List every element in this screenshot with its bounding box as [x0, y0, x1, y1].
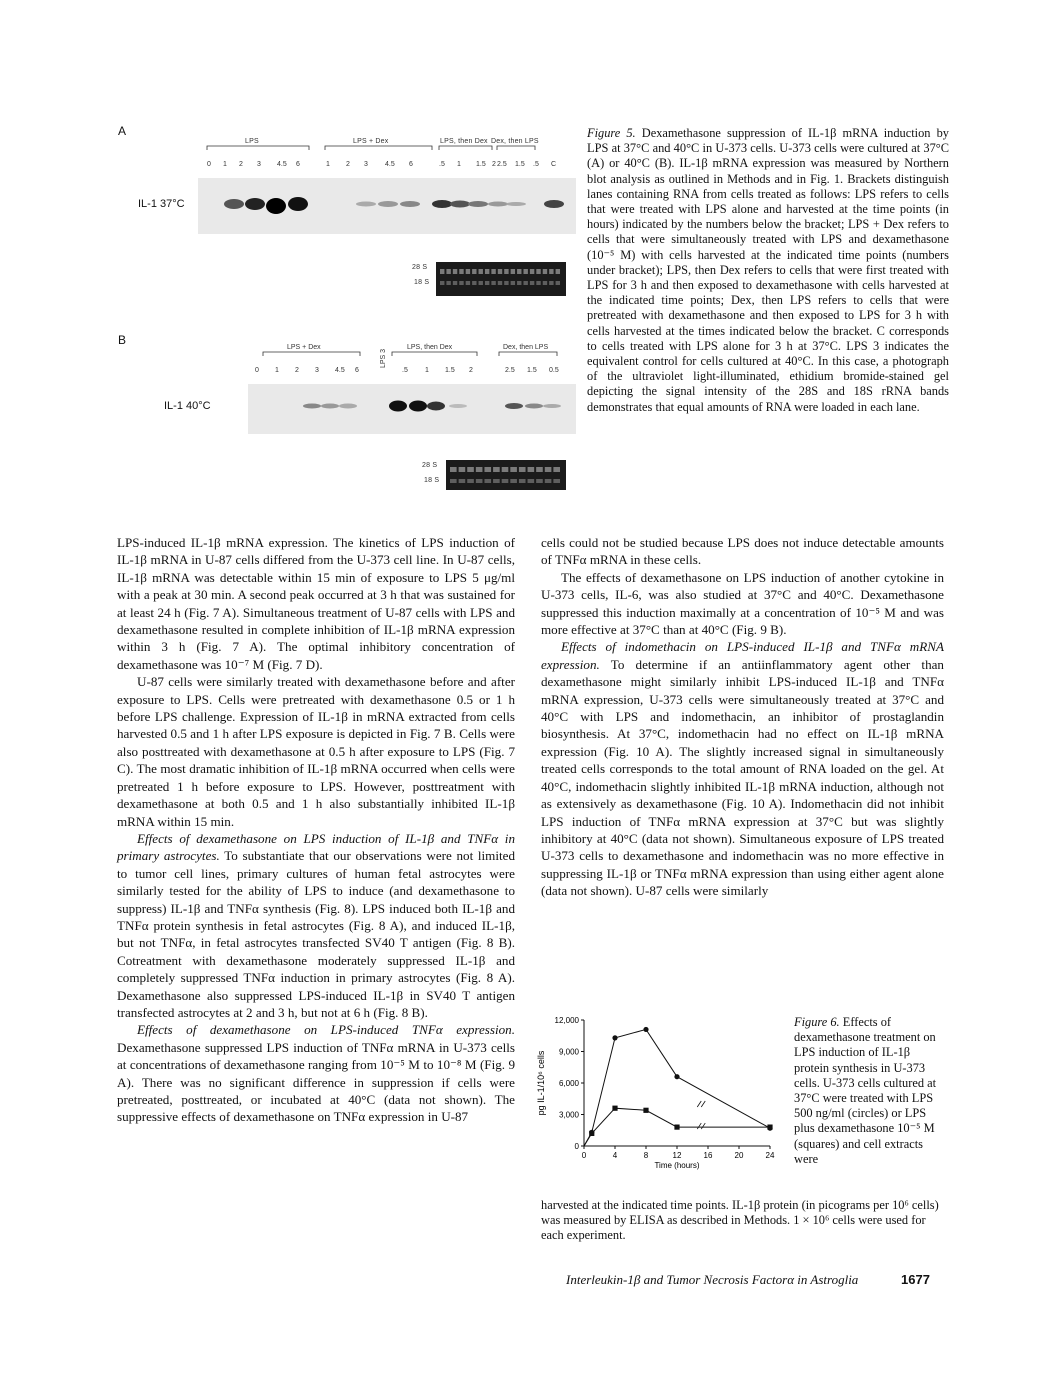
- lane-label-a: 6: [296, 161, 300, 168]
- blot-band: [245, 198, 265, 210]
- gel-band-18s: [484, 479, 491, 483]
- gel-band-28s: [543, 269, 547, 274]
- section-heading-primary-astrocytes: Effects of dexamethasone on LPS induction of IL-1β and TNFα in primary astrocytes.: [117, 830, 515, 864]
- panel-a-letter: A: [118, 124, 127, 138]
- blot-band: [321, 404, 339, 409]
- figure-6-chart: [530, 1008, 782, 1198]
- right-body-column: [541, 534, 944, 900]
- y-tick-label: 0: [574, 1142, 579, 1151]
- rrna-gel-photo-b: [446, 460, 566, 490]
- panel-b-letter: B: [118, 333, 127, 347]
- gel-band-18s: [446, 281, 450, 285]
- axis-break-mark: [697, 1101, 705, 1107]
- gel-band-28s: [485, 269, 489, 274]
- y-tick-label: 3,000: [558, 1110, 579, 1120]
- gel-band-28s: [467, 467, 474, 472]
- data-point-square: [767, 1125, 772, 1130]
- data-point-circle: [674, 1074, 679, 1079]
- blot-band: [488, 202, 508, 207]
- blot-band: [356, 202, 376, 207]
- gel-band-28s: [556, 269, 560, 274]
- gel-band-28s: [517, 269, 521, 274]
- gel-band-18s: [545, 479, 552, 483]
- x-tick-label: 4: [612, 1151, 618, 1160]
- gel-band-18s: [467, 479, 474, 483]
- panel-b-bracket-labels: [245, 340, 575, 380]
- gel-band-28s: [450, 467, 457, 472]
- running-title: [566, 1272, 858, 1288]
- gel-band-18s: [502, 479, 509, 483]
- lane-label-a: C: [551, 161, 557, 168]
- group-label-lps3-b: LPS 3: [380, 348, 387, 368]
- gel-band-28s: [553, 467, 560, 472]
- data-point-circle: [643, 1027, 648, 1032]
- lane-label-b: 0: [255, 367, 259, 374]
- gel-band-28s: [502, 467, 509, 472]
- lane-label-b: 1: [275, 367, 279, 374]
- gel-band-18s: [504, 281, 508, 285]
- gel-band-28s: [466, 269, 470, 274]
- lane-label-b: 1.5: [445, 367, 455, 374]
- group-label-lps: LPS: [245, 138, 259, 145]
- blot-band: [468, 201, 488, 207]
- gel-band-28s: [545, 467, 552, 472]
- section-heading-indomethacin: Effects of indomethacin on LPS-induced IL-1β and TNFα mRNA expression.: [541, 639, 944, 672]
- gel-band-28s: [484, 467, 491, 472]
- figure-6-caption-narrow: [794, 1015, 942, 1167]
- lane-label-a: .5: [533, 161, 539, 168]
- gel-band-28s: [510, 467, 517, 472]
- figure-5-caption-title: Figure 5.: [587, 126, 636, 140]
- gel-band-28s: [472, 269, 476, 274]
- gel-band-18s: [528, 479, 535, 483]
- gel-band-18s: [498, 281, 502, 285]
- blot-band: [409, 401, 427, 412]
- lane-label-b: 2: [469, 367, 473, 374]
- gel-band-28s: [549, 269, 553, 274]
- gel-band-28s: [511, 269, 515, 274]
- gel-band-18s: [549, 281, 553, 285]
- lane-label-b: 6: [355, 367, 359, 374]
- gel-band-28s: [453, 269, 457, 274]
- lane-label-a: 3: [364, 161, 368, 168]
- gel-band-18s: [479, 281, 483, 285]
- group-label-dex-then-lps: Dex, then LPS: [491, 138, 539, 145]
- gel-band-28s: [459, 269, 463, 274]
- blot-band: [544, 200, 564, 208]
- data-point-square: [612, 1106, 617, 1111]
- lane-label-a: 1: [223, 161, 227, 168]
- blot-band: [266, 198, 286, 214]
- blot-band: [506, 202, 526, 206]
- lane-label-b: 0.5: [549, 367, 559, 374]
- left-paragraph-4: [117, 1021, 515, 1125]
- lane-label-b: .5: [402, 367, 408, 374]
- gel-band-28s: [446, 269, 450, 274]
- left-paragraph-1: LPS-induced IL-1β mRNA expression. The kinetics of LPS induction of IL-1β mRNA in U-87 cells differed from the U-373 cell line. In U-87 cells, IL-1β mRNA was detectable within 15 min of exposure to LPS 5 μg/ml with a peak at 30 min. A second peak occurred at 3 h that was sustained for at least 24 h (Fig. 7 A). Simultaneous treatment of U-87 cells with LPS and dexamethasone resulted in complete inhibition of IL-1β mRNA expression within 3 h (Fig. 7 A). The optimal inhibitory concentration of dexamethasone was 10⁻⁷ M (Fig. 7 D).: [117, 535, 515, 672]
- gel-band-18s: [511, 281, 515, 285]
- figure-6-caption-title: Figure 6.: [794, 1015, 840, 1029]
- rrna-18s-label-b: 18 S: [424, 477, 440, 484]
- blot-band: [389, 401, 407, 412]
- lane-label-b: 4.5: [335, 367, 345, 374]
- bracket-dex-then-lps-b: [499, 352, 557, 356]
- lane-label-a: 4.5: [385, 161, 395, 168]
- rrna-28s-label-a: 28 S: [412, 264, 428, 271]
- bracket-lps: [207, 146, 309, 150]
- panel-a-bracket-labels: [195, 134, 575, 176]
- left-body-column: [117, 534, 515, 1126]
- rrna-gel-photo-a: [436, 262, 566, 296]
- lane-label-a: .5: [439, 161, 445, 168]
- gel-band-18s: [543, 281, 547, 285]
- gel-band-18s: [536, 479, 543, 483]
- gel-band-18s: [517, 281, 521, 285]
- lane-label-b: 3: [315, 367, 319, 374]
- gel-band-18s: [466, 281, 470, 285]
- left-paragraph-3: [117, 830, 515, 1021]
- gel-band-18s: [519, 479, 526, 483]
- bracket-lps-then-dex: [439, 146, 492, 150]
- lane-label-a: 1: [457, 161, 461, 168]
- y-tick-label: 6,000: [558, 1079, 579, 1088]
- gel-band-18s: [459, 281, 463, 285]
- rrna-28s-label-b: 28 S: [422, 462, 438, 469]
- lane-label-a: 6: [409, 161, 413, 168]
- gel-band-18s: [491, 281, 495, 285]
- lane-label-b: 2.5: [505, 367, 515, 374]
- northern-blot-40c: [248, 384, 576, 434]
- gel-band-28s: [519, 467, 526, 472]
- gel-band-18s: [476, 479, 483, 483]
- lane-label-a: 2: [239, 161, 243, 168]
- lane-label-b: 2: [295, 367, 299, 374]
- bracket-lps-then-dex-b: [392, 352, 477, 356]
- gel-band-18s: [523, 281, 527, 285]
- gel-band-18s: [453, 281, 457, 285]
- blot-band: [400, 201, 420, 207]
- right-paragraph-1: cells could not be studied because LPS does not induce detectable amounts of TNFα mRNA in these cells.: [541, 535, 944, 568]
- gel-band-28s: [493, 467, 500, 472]
- lane-label-a: 2: [492, 161, 496, 168]
- y-axis-label: pg IL-1/10⁶ cells: [536, 1050, 546, 1116]
- blot-band: [449, 404, 467, 408]
- x-tick-label: 8: [643, 1151, 649, 1160]
- blot-band: [303, 404, 321, 409]
- figure-6-caption-text-2: harvested at the indicated time points. IL-1β protein (in picograms per 10⁶ cells) was measured by ELISA as described in Methods. 1 × 10⁶ cells were used for each experiment.: [541, 1198, 939, 1243]
- gel-band-18s: [536, 281, 540, 285]
- right-paragraph-3-text: To determine if an antiinflammatory agent other than dexamethasone might similarly inhibit LPS-induced IL-1β and TNFα mRNA expression, U-373 cells were simultaneously treated at 37°C and 40°C with LPS and indomethacin, an inhibitor of prostaglandin biosynthesis. At 37°C, indomethacin had no effect on IL-1β mRNA expression (Fig. 10 A). The slightly increased signal in simultaneously treated cells corresponds to the total amount of RNA loaded on the gel. At 40°C, indomethacin slightly inhibited IL-1β mRNA induction, although not as extensively as dexamethasone (Fig. 10 A). Indomethacin did not inhibit LPS induction of TNFα mRNA expression at 37°C but was slightly inhibitory at 40°C (data not shown). Simultaneous exposure of LPS treated U-373 cells to dexamethasone and indomethacin was no more effective in suppressing IL-1β or TNFα mRNA expression than using either agent alone (data not shown). U-87 cells were similarly: [541, 656, 944, 899]
- lane-label-a: 3: [257, 161, 261, 168]
- blot-band: [288, 197, 308, 211]
- gel-band-18s: [450, 479, 457, 483]
- gel-band-18s: [556, 281, 560, 285]
- lane-label-a: 2: [346, 161, 350, 168]
- x-axis-label: Time (hours): [654, 1161, 700, 1170]
- group-label-lps-then-dex-b: LPS, then Dex: [407, 344, 453, 351]
- section-heading-tnfa-expression: Effects of dexamethasone on LPS-induced TNFα expression.: [137, 1022, 515, 1038]
- gel-band-28s: [459, 467, 466, 472]
- gel-band-18s: [510, 479, 517, 483]
- gel-band-18s: [459, 479, 466, 483]
- lane-label-a: 0: [207, 161, 211, 168]
- figure-6-caption-wide: [541, 1198, 941, 1244]
- figure-5-caption: [587, 126, 949, 415]
- running-title-text: Interleukin-1β and Tumor Necrosis Factorα in Astroglia: [566, 1272, 859, 1287]
- right-paragraph-3: [541, 638, 944, 899]
- gel-band-28s: [440, 269, 444, 274]
- gel-band-28s: [523, 269, 527, 274]
- northern-blot-37c: [198, 178, 576, 234]
- row-label-il1-40c: IL-1 40°C: [164, 400, 211, 412]
- gel-band-18s: [530, 281, 534, 285]
- rrna-18s-label-a: 18 S: [414, 279, 430, 286]
- gel-band-28s: [528, 467, 535, 472]
- lane-label-b: 1: [425, 367, 429, 374]
- gel-band-28s: [536, 467, 543, 472]
- gel-band-28s: [504, 269, 508, 274]
- x-tick-label: 16: [703, 1151, 713, 1160]
- page-number: 1677: [901, 1272, 930, 1287]
- blot-band: [378, 201, 398, 207]
- left-paragraph-4-text: Dexamethasone suppressed LPS induction of TNFα mRNA in U-373 cells at concentrations of dexamethasone ranging from 10⁻⁵ M to 10⁻⁸ M (Fig. 9 A). There was no significant difference in suppression if cells were pretreated, posttreated, or incubated at 40°C (data not shown). The suppressive effects of dexamethasone on TNFα expression in U-87: [117, 1039, 515, 1125]
- y-tick-label: 12,000: [554, 1016, 579, 1025]
- gel-band-18s: [485, 281, 489, 285]
- blot-band: [339, 404, 357, 409]
- x-tick-label: 12: [672, 1151, 682, 1160]
- lane-label-a: 4.5: [277, 161, 287, 168]
- group-label-lps-dex-b: LPS + Dex: [287, 344, 321, 351]
- figure-5-caption-text: Dexamethasone suppression of IL-1β mRNA induction by LPS at 37°C and 40°C in U-373 cells. U-373 cells were cultured at 37°C (A) or 40°C (B). IL-1β mRNA expression was measured by Northern blot analysis as outlined in Methods and in Fig. 1. Brackets distinguish lanes containing RNA from cells treated as follows: LPS refers to cells that were treated with LPS alone and harvested at the time points (in hours) indicated by the numbers below the bracket; LPS + Dex refers to cells that were simultaneously treated with LPS and dexamethasone (10⁻⁵ M) with cells harvested at the indicated time points (numbers under bracket); LPS, then Dex refers to cells that were first treated with LPS for 3 h and then exposed to dexamethasone with cells harvested at the indicated time points; Dex, then LPS refers to cells that were pretreated with dexamethasone and then exposed to LPS for 3 h with cells harvested at the times indicated below the bracket. C corresponds to cells treated with LPS alone for 3 h at 37°C. LPS 3 indicates the equivalent control for cells cultured at 40°C. In this case, a photograph of the ultraviolet light-illuminated, ethidium bromide-stained gel depicting the signal intensity of the 28S and 18S rRNA bands demonstrates that equal amounts of RNA were loaded in each lane.: [587, 126, 949, 414]
- blot-band: [450, 201, 470, 208]
- gel-band-18s: [493, 479, 500, 483]
- gel-band-18s: [553, 479, 560, 483]
- group-label-lps-then-dex: LPS, then Dex: [440, 138, 488, 145]
- blot-band: [525, 404, 543, 409]
- x-tick-label: 0: [581, 1151, 587, 1160]
- lane-label-a: 2.5: [497, 161, 507, 168]
- gel-band-18s: [472, 281, 476, 285]
- figure-6-caption-text-1: Effects of dexamethasone treatment on LPS induction of IL-1β protein synthesis in U-373 cells. U-373 cells cultured at 37°C were treated with LPS 500 ng/ml (circles) or LPS plus dexamethasone 10⁻⁵ M (squares) and cell extracts were: [794, 1015, 937, 1166]
- blot-band: [224, 199, 244, 209]
- gel-band-28s: [479, 269, 483, 274]
- row-label-il1-37c: IL-1 37°C: [138, 198, 185, 210]
- bracket-lps-dex: [325, 146, 432, 150]
- blot-band: [505, 403, 523, 409]
- axis-break-mark: [697, 1123, 705, 1129]
- lane-label-a: 1: [326, 161, 330, 168]
- x-tick-label: 20: [734, 1151, 744, 1160]
- left-paragraph-3-text: To substantiate that our observations were not limited to tumor cell lines, primary cultures of human fetal astrocytes were similarly tested for the ability of LPS to induce (and dexamethasone to suppress) IL-1β and TNFα synthesis (Fig. 8). LPS induced both IL-1β and TNFα protein synthesis in fetal astrocytes (Fig. 8 A), and induced IL-1β, but not TNFα, in fetal astrocytes transfected SV40 T antigen (Fig. 8 B). Cotreatment with dexamethasone moderately suppressed IL-1β and completely suppressed TNFα induction in primary astrocytes (Fig. 8 A). Dexamethasone also suppressed LPS-induced IL-1β in SV40 T antigen transfected astrocytes at 2 and 3 h, but not at 6 h (Fig. 8 B).: [117, 848, 516, 1020]
- data-point-circle: [612, 1035, 617, 1040]
- blot-band: [427, 402, 445, 411]
- lane-label-a: 1.5: [476, 161, 486, 168]
- lane-label-b: 1.5: [527, 367, 537, 374]
- data-point-square: [643, 1108, 648, 1113]
- gel-band-18s: [440, 281, 444, 285]
- y-tick-label: 9,000: [558, 1047, 579, 1057]
- gel-band-28s: [530, 269, 534, 274]
- data-point-square: [589, 1131, 594, 1136]
- group-label-dex-then-lps-b: Dex, then LPS: [503, 344, 549, 351]
- gel-band-28s: [536, 269, 540, 274]
- gel-band-28s: [491, 269, 495, 274]
- x-tick-label: 24: [765, 1151, 775, 1160]
- bracket-dex-then-lps: [497, 146, 535, 150]
- right-paragraph-2: The effects of dexamethasone on LPS induction of another cytokine in U-373 cells, IL-6, was also studied at 37°C and 40°C. Dexamethasone suppressed this induction maximally at a concentration of 10⁻⁵ M and was more effective at 37°C than at 40°C (Fig. 9 B).: [541, 569, 944, 638]
- gel-band-28s: [476, 467, 483, 472]
- left-paragraph-2: U-87 cells were similarly treated with dexamethasone before and after exposure to LPS. Cells were pretreated with dexamethasone 0.5 or 1 h before LPS challenge. Expression of IL-1β in mRNA extracted from cells harvested 0.5 and 1 h after LPS exposure is depicted in Fig. 7 B. Cells were also posttreated with dexamethasone at 0.5 h after exposure to LPS (Fig. 7 C). The most dramatic inhibition of IL-1β mRNA occurred when cells were pretreated 1 h before exposure to LPS. However, posttreatment with dexamethasone at both 0.5 and 1 h also substantially inhibited IL-1β mRNA within 15 min.: [117, 674, 515, 829]
- blot-band: [432, 200, 452, 208]
- lane-label-a: 1.5: [515, 161, 525, 168]
- data-point-square: [674, 1125, 679, 1130]
- gel-band-28s: [498, 269, 502, 274]
- bracket-lps-dex-b: [263, 352, 360, 356]
- group-label-lps-dex: LPS + Dex: [353, 138, 389, 145]
- blot-band: [543, 404, 561, 408]
